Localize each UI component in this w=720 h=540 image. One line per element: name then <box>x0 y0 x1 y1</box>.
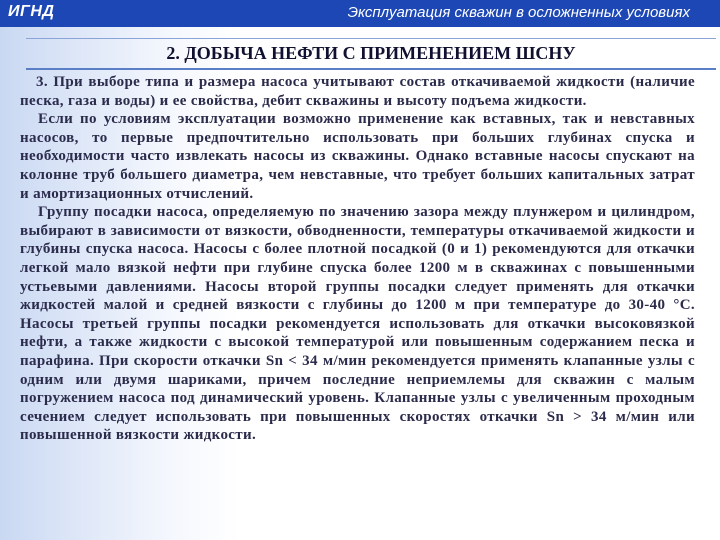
paragraph-fit-groups: Группу посадки насоса, определяемую по значению зазора между плунжером и цилиндром, выбирают в зависимости от вязкости, обводненности, температуры откачиваемой жидкости и глубины спуска насоса. Насосы с более плотной посадкой (0 и 1) рекомендуются для откачки легкой мало вязкой нефти при глубине спуска более 1200 м в скважинах с повышенными устьевыми давлениями. Насосы второй группы посадки следует применять для откачки жидкостей малой и средней вязкости с глубины до 1200 м при температуре до 30-40 °С. Насосы третьей группы посадки рекомендуется использовать для откачки высоковязкой нефти, а также жидкости с высокой температурой или повышенным содержанием песка и парафина. При скорости откачки Sn < 34 м/мин рекомендуется применять клапанные узлы с одним или двумя шариками, причем последние неприемлемы для скважин с малым погружением насоса под динамический уровень. Клапанные узлы с увеличенным проходным сечением следует использовать при повышенных скоростях откачки Sn > 34 м/мин или повышенной вязкости жидкости. <box>20 204 695 444</box>
slide-body <box>20 73 695 445</box>
paragraph-pump-selection: 3. При выборе типа и размера насоса учитывают состав откачиваемой жидкости (наличие песка, газа и воды) и ее свойства, дебит скважины и высоту подъема жидкости. <box>20 74 695 109</box>
title-underline <box>26 68 716 70</box>
header-bar <box>0 0 720 27</box>
header-course-title: Эксплуатация скважин в осложненных условиях <box>347 4 690 21</box>
paragraph-insert-pumps: Если по условиям эксплуатации возможно применение как вставных, так и невставных насосов, то первые предпочтительно использовать при больших глубинах спуска и необходимости часто извлекать насосы из скважины. Однако вставные насосы спускают на колонне труб большего диаметра, чем невставные, что требует больших капитальных затрат и амортизационных отчислений. <box>20 111 695 202</box>
header-institution: ИГНД <box>8 3 55 20</box>
slide-title: 2. ДОБЫЧА НЕФТИ С ПРИМЕНЕНИЕМ ШСНУ <box>166 43 576 63</box>
title-top-rule <box>26 38 716 39</box>
